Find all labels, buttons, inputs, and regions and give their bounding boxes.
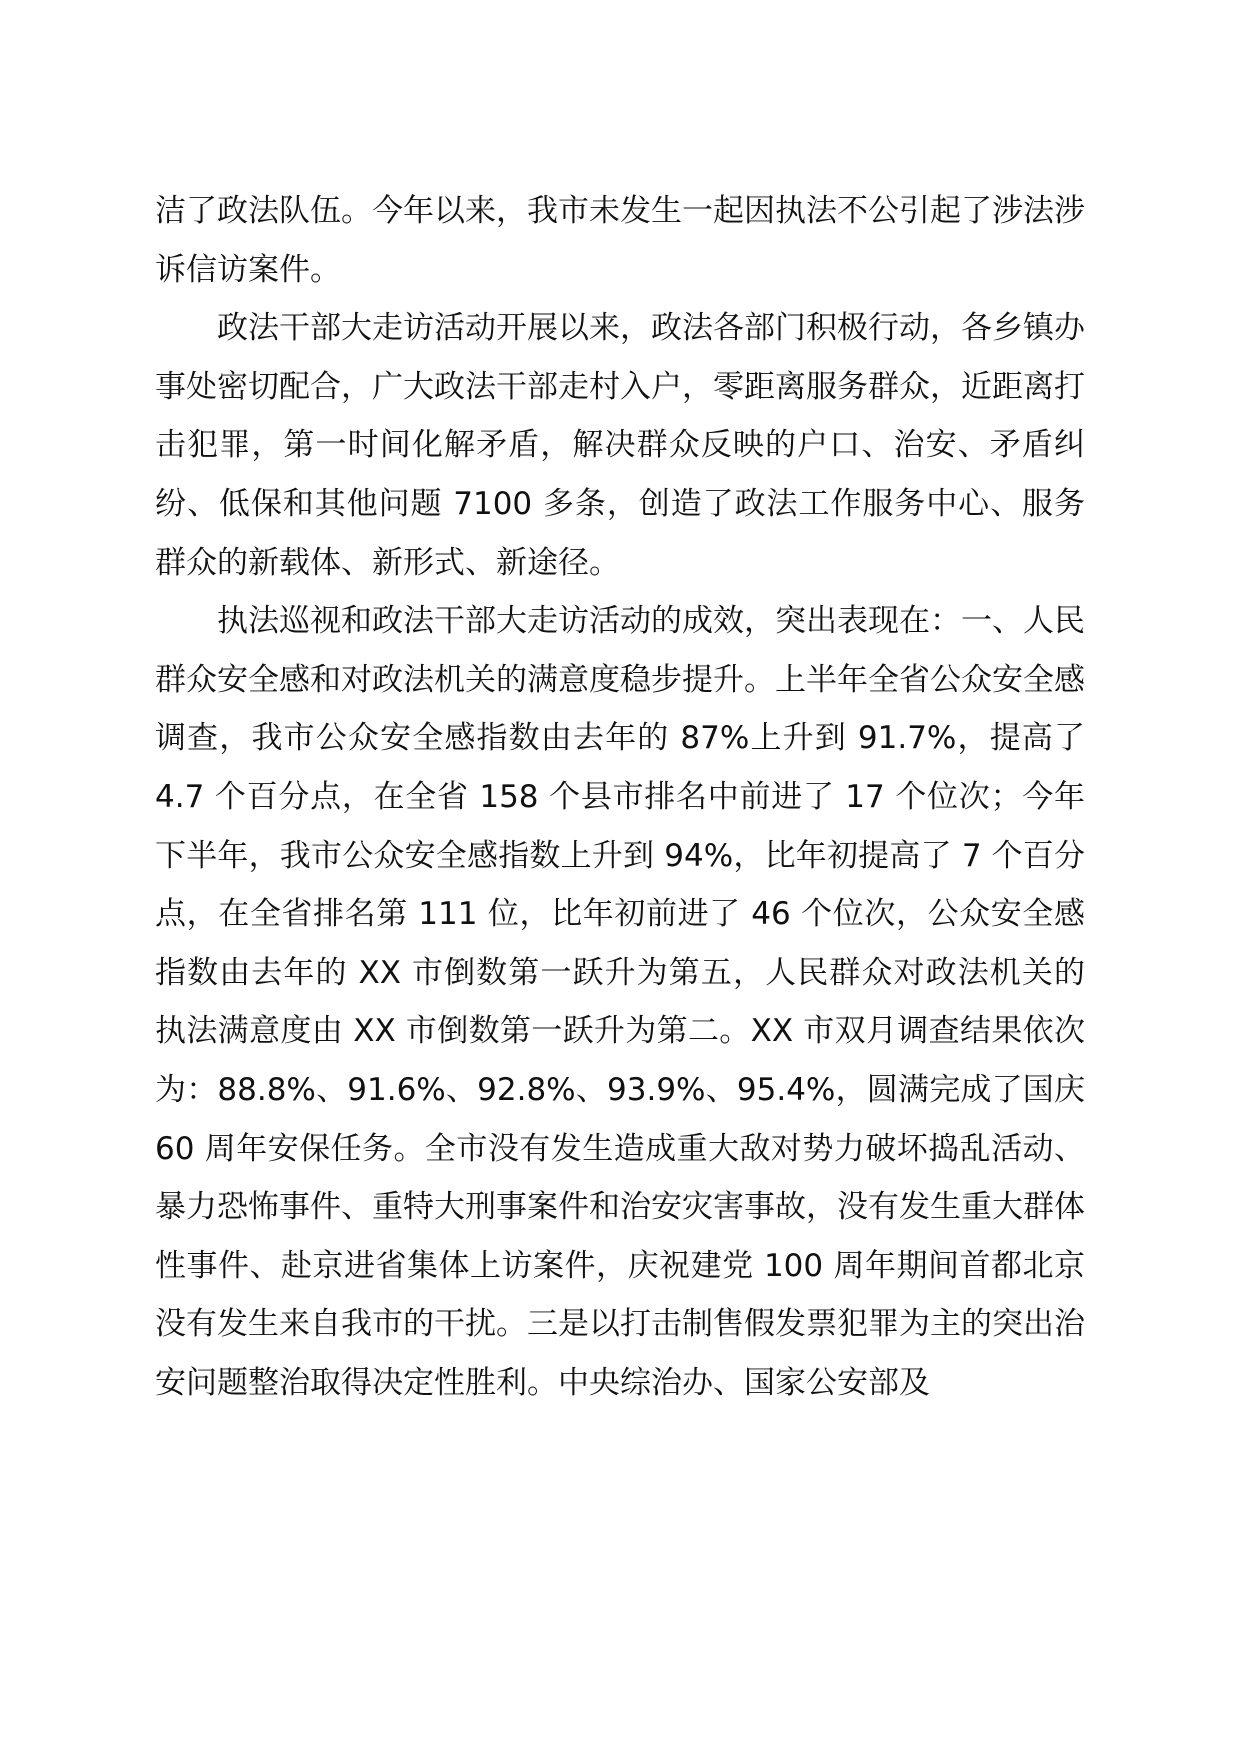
paragraph-continuation: 洁了政法队伍。今年以来，我市未发生一起因执法不公引起了涉法涉诉信访案件。 <box>155 193 1085 288</box>
document-body <box>155 182 1085 1412</box>
paragraph-visit-activity: 政法干部大走访活动开展以来，政法各部门积极行动，各乡镇办事处密切配合，广大政法干部走村入户，零距离服务群众，近距离打击犯罪，第一时间化解矛盾，解决群众反映的户口、治安、矛盾纠纷、低保和其他问题 7100 多条，创造了政法工作服务中心、服务群众的新载体、新形式、新途径。 <box>155 310 1085 581</box>
paragraph-results: 执法巡视和政法干部大走访活动的成效，突出表现在：一、人民群众安全感和对政法机关的满意度稳步提升。上半年全省公众安全感调查，我市公众安全感指数由去年的 87%上升到 91.7%，提高了 4.7 个百分点，在全省 158 个县市排名中前进了 17 个位次；今年下半年，我市公众安全感指数上升到 94%，比年初提高了 7 个百分点，在全省排名第 111 位，比年初前进了 46 个位次，公众安全感指数由去年的 XX 市倒数第一跃升为第五，人民群众对政法机关的执法满意度由 XX 市倒数第一跃升为第二。XX 市双月调查结果依次为：88.8%、91.6%、92.8%、93.9%、95.4%，圆满完成了国庆 60 周年安保任务。全市没有发生造成重大敌对势力破坏捣乱活动、暴力恐怖事件、重特大刑事案件和治安灾害事故，没有发生重大群体性事件、赴京进省集体上访案件，庆祝建党 100 周年期间首都北京没有发生来自我市的干扰。三是以打击制售假发票犯罪为主的突出治安问题整治取得决定性胜利。中央综治办、国家公安部及 <box>155 603 1085 1401</box>
